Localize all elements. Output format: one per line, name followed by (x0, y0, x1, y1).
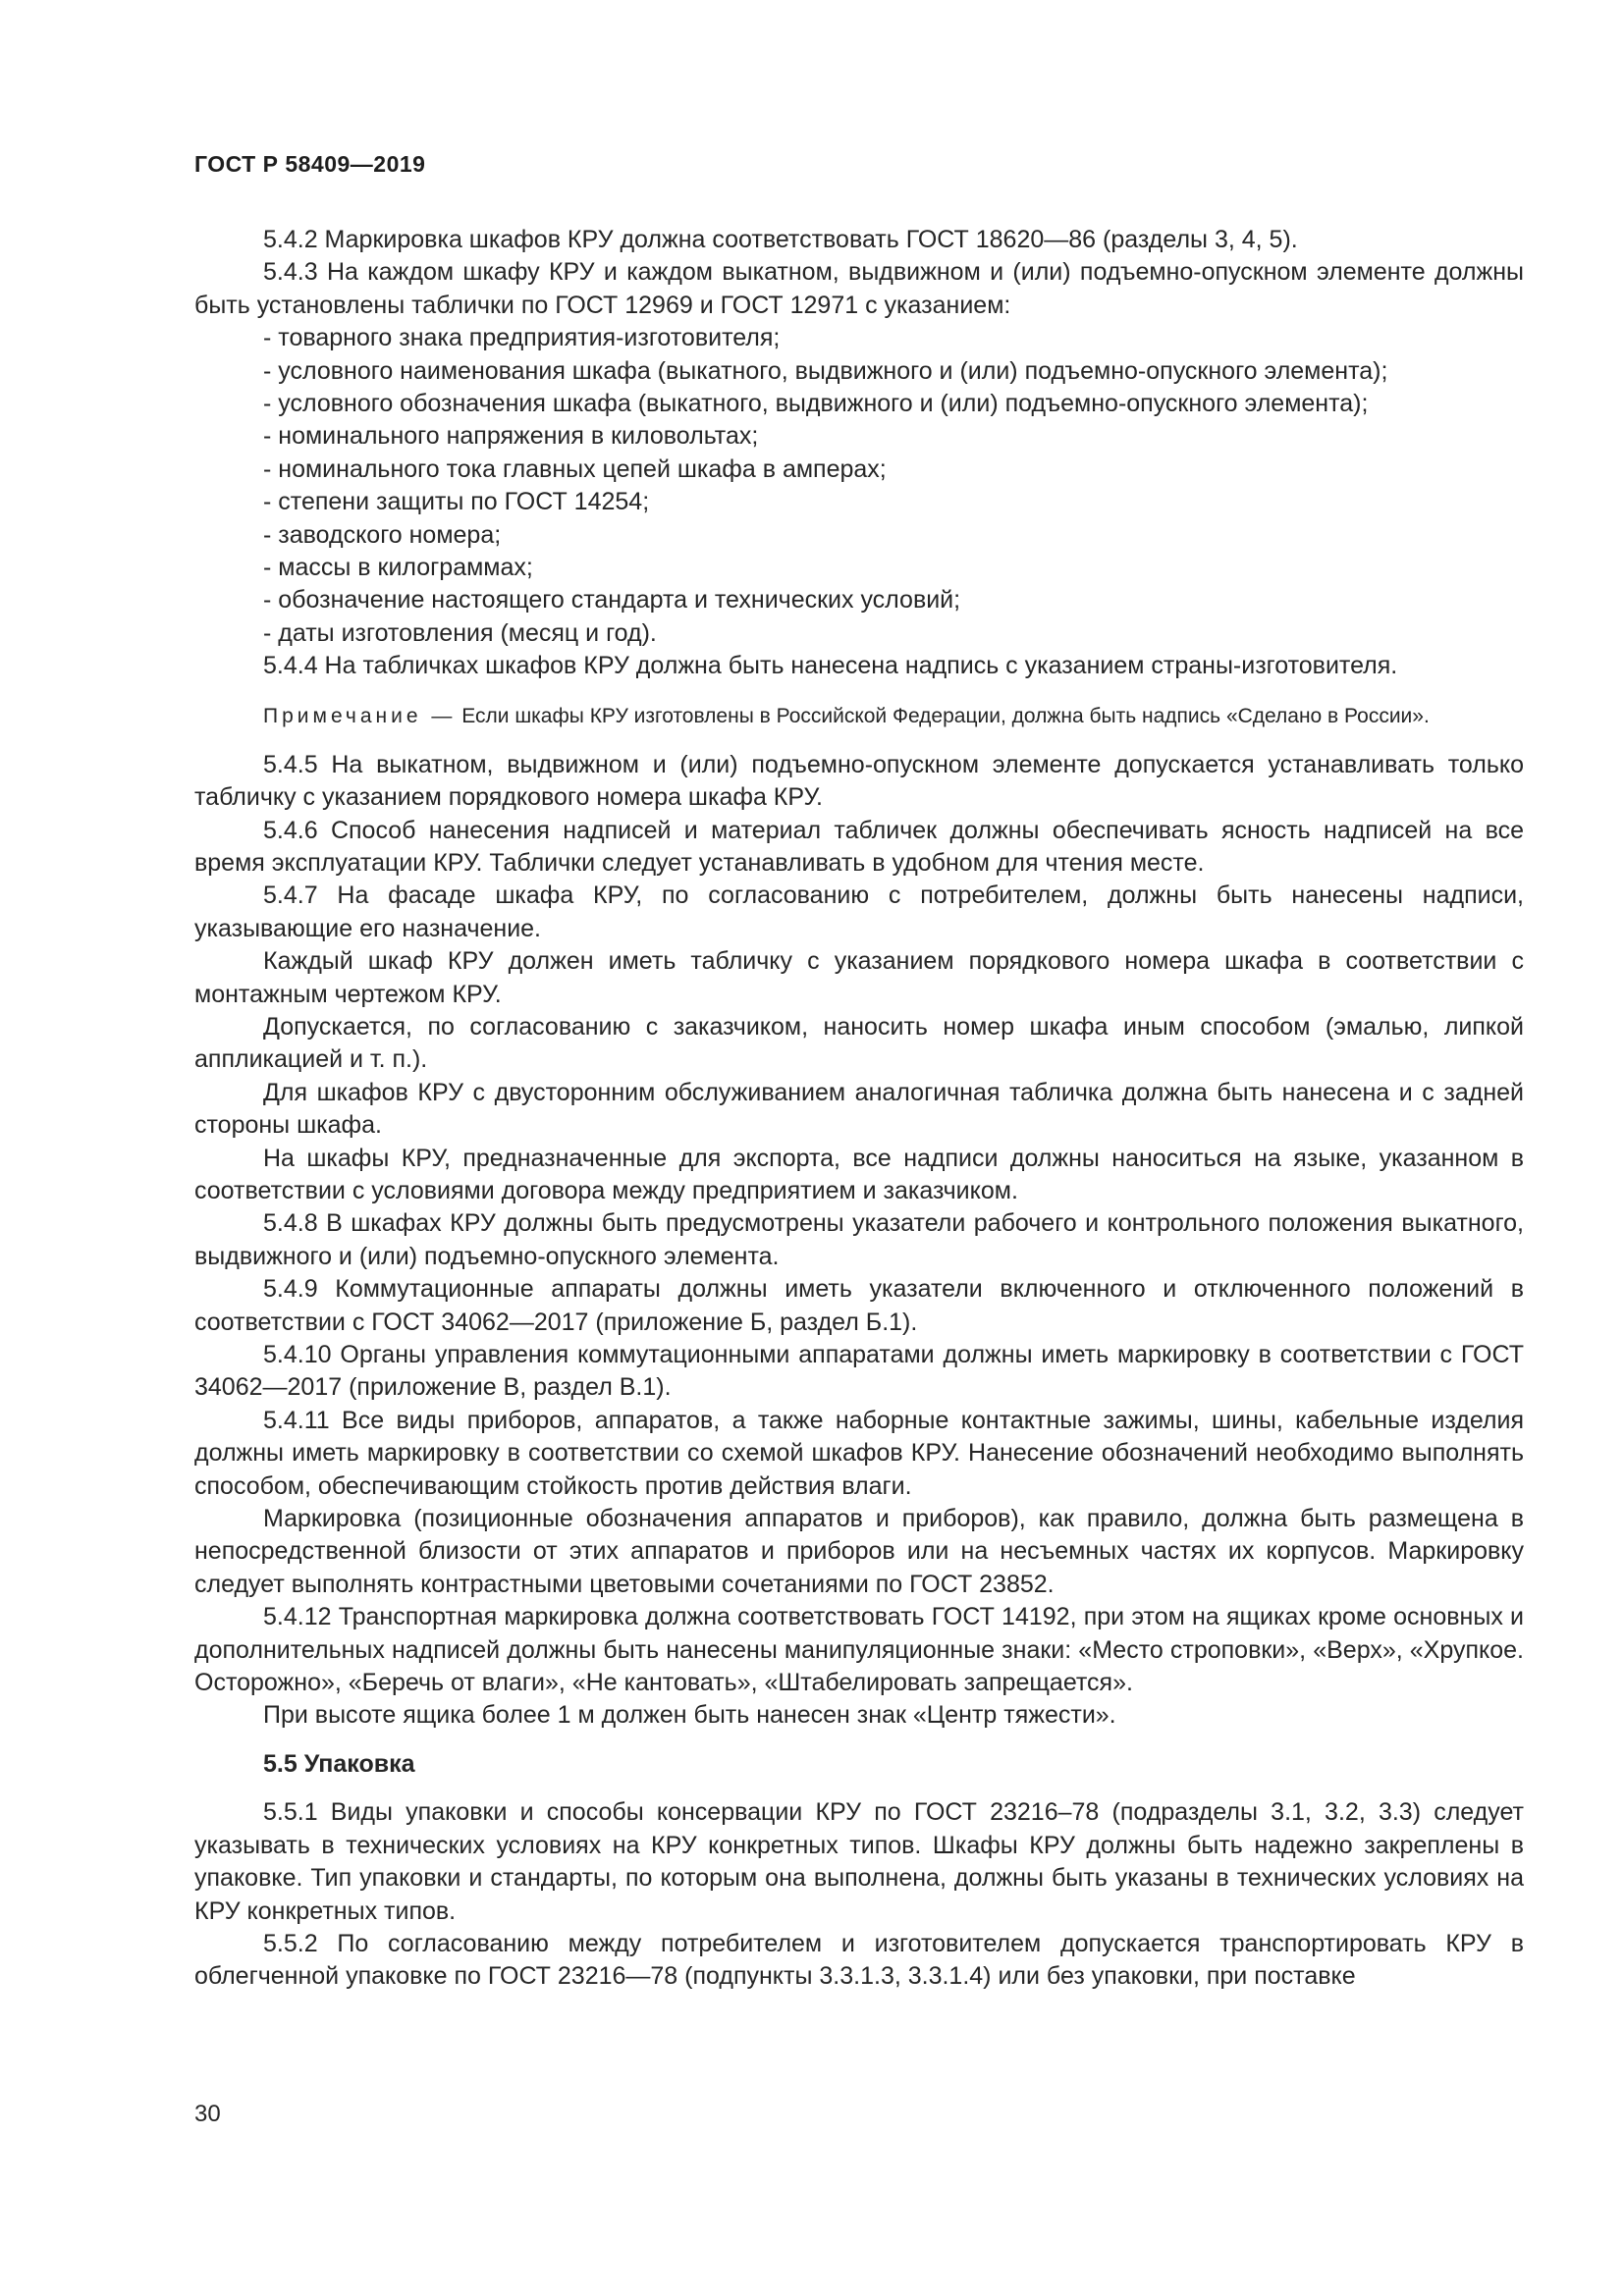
list-item: - условного обозначения шкафа (выкатного, выдвижного и (или) подъемно-опускного элемента); (263, 390, 1369, 418)
paragraph: 5.4.4 На табличках шкафов КРУ должна быть нанесена надпись с указанием страны-изготовителя. (263, 652, 1398, 680)
document-body (194, 224, 1524, 1994)
list-item: - условного наименования шкафа (выкатного, выдвижного и (или) подъемно-опускного элемента); (263, 356, 1388, 385)
paragraph: Допускается, по согласованию с заказчиком, наносить номер шкафа иным способом (эмалью, липкой аппликацией и т. п.). (194, 1012, 1524, 1074)
paragraph: 5.4.5 На выкатном, выдвижном и (или) подъемно-опускном элементе допускается устанавливать только табличку с указанием порядкового номера шкафа КРУ. (194, 750, 1524, 812)
note-text: Если шкафы КРУ изготовлены в Российской Федерации, должна быть надпись «Сделано в России». (456, 704, 1430, 727)
paragraph: Маркировка (позиционные обозначения аппаратов и приборов), как правило, должна быть размещена в непосредственной близости от этих аппаратов и приборов или на несъемных частях их корпусов. Маркировку следует выполнять контрастными цветовыми сочетаниями по ГОСТ 23852. (194, 1505, 1524, 1598)
paragraph: 5.4.11 Все виды приборов, аппаратов, а также наборные контактные зажимы, шины, кабельные изделия должны иметь маркировку в соответствии со схемой шкафов КРУ. Нанесение обозначений необходимо выполнять способом, обеспечивающим стойкость против действия влаги. (194, 1406, 1524, 1500)
paragraph: 5.4.8 В шкафах КРУ должны быть предусмотрены указатели рабочего и контрольного положения выкатного, выдвижного и (или) подъемно-опускного элемента. (194, 1209, 1524, 1270)
paragraph: Для шкафов КРУ с двусторонним обслуживанием аналогичная табличка должна быть нанесена и с задней стороны шкафа. (194, 1078, 1524, 1140)
list-item: - даты изготовления (месяц и год). (263, 618, 657, 647)
paragraph: Каждый шкаф КРУ должен иметь табличку с указанием порядкового номера шкафа в соответствии с монтажным чертежом КРУ. (194, 947, 1524, 1008)
section-heading: 5.5 Упаковка (263, 1749, 415, 1778)
list-item: - номинального тока главных цепей шкафа в амперах; (263, 454, 887, 483)
paragraph: 5.4.12 Транспортная маркировка должна соответствовать ГОСТ 14192, при этом на ящиках кроме основных и дополнительных надписей должны быть нанесены манипуляционные знаки: «Место строповки», «Верх», «Хрупкое. Осторожно», «Беречь от влаги», «Не кантовать», «Штабелировать запрещается». (194, 1603, 1524, 1697)
list-item: - заводского номера; (263, 520, 502, 549)
list-item: - степени защиты по ГОСТ 14254; (263, 488, 650, 516)
paragraph: 5.4.9 Коммутационные аппараты должны иметь указатели включенного и отключенного положений в соответствии с ГОСТ 34062—2017 (приложение Б, раздел Б.1). (194, 1275, 1524, 1336)
paragraph: 5.4.10 Органы управления коммутационными аппаратами должны иметь маркировку в соответствии с ГОСТ 34062—2017 (приложение В, раздел В.1). (194, 1341, 1524, 1402)
paragraph: 5.4.3 На каждом шкафу КРУ и каждом выкатном, выдвижном и (или) подъемно-опускном элементе должны быть установлены таблички по ГОСТ 12969 и ГОСТ 12971 с указанием: (194, 258, 1524, 319)
document-header: ГОСТ Р 58409—2019 (194, 151, 426, 177)
page-number: 30 (194, 2101, 221, 2127)
paragraph: 5.5.1 Виды упаковки и способы консервации КРУ по ГОСТ 23216–78 (подразделы 3.1, 3.2, 3.3) следует указывать в технических условиях на КРУ конкретных типов. Шкафы КРУ должны быть надежно закреплены в упаковке. Тип упаковки и стандарты, по которым она выполнена, должны быть указаны в технических условиях на КРУ конкретных типов. (194, 1798, 1524, 1925)
paragraph: При высоте ящика более 1 м должен быть нанесен знак «Центр тяжести». (263, 1701, 1116, 1730)
list-item: - номинального напряжения в киловольтах; (263, 422, 759, 451)
paragraph: 5.4.7 На фасаде шкафа КРУ, по согласованию с потребителем, должны быть нанесены надписи, указывающие его назначение. (194, 881, 1524, 942)
list-item: - массы в килограммах; (263, 554, 533, 582)
paragraph: 5.4.2 Маркировка шкафов КРУ должна соответствовать ГОСТ 18620—86 (разделы 3, 4, 5). (263, 226, 1298, 253)
note-label: Примечание — (263, 704, 457, 727)
note (194, 700, 1524, 732)
paragraph: 5.5.2 По согласованию между потребителем и изготовителем допускается транспортировать КРУ в облегченной упаковке по ГОСТ 23216—78 (подпункты 3.3.1.3, 3.3.1.4) или без упаковки, при поставке (194, 1929, 1524, 1991)
list-item: - товарного знака предприятия-изготовителя; (263, 324, 781, 352)
paragraph: На шкафы КРУ, предназначенные для экспорта, все надписи должны наноситься на языке, указанном в соответствии с условиями договора между предприятием и заказчиком. (194, 1144, 1524, 1204)
list-item: - обозначение настоящего стандарта и технических условий; (263, 586, 961, 614)
paragraph: 5.4.6 Способ нанесения надписей и материал табличек должны обеспечивать ясность надписей на все время эксплуатации КРУ. Таблички следует устанавливать в удобном для чтения месте. (194, 816, 1524, 877)
